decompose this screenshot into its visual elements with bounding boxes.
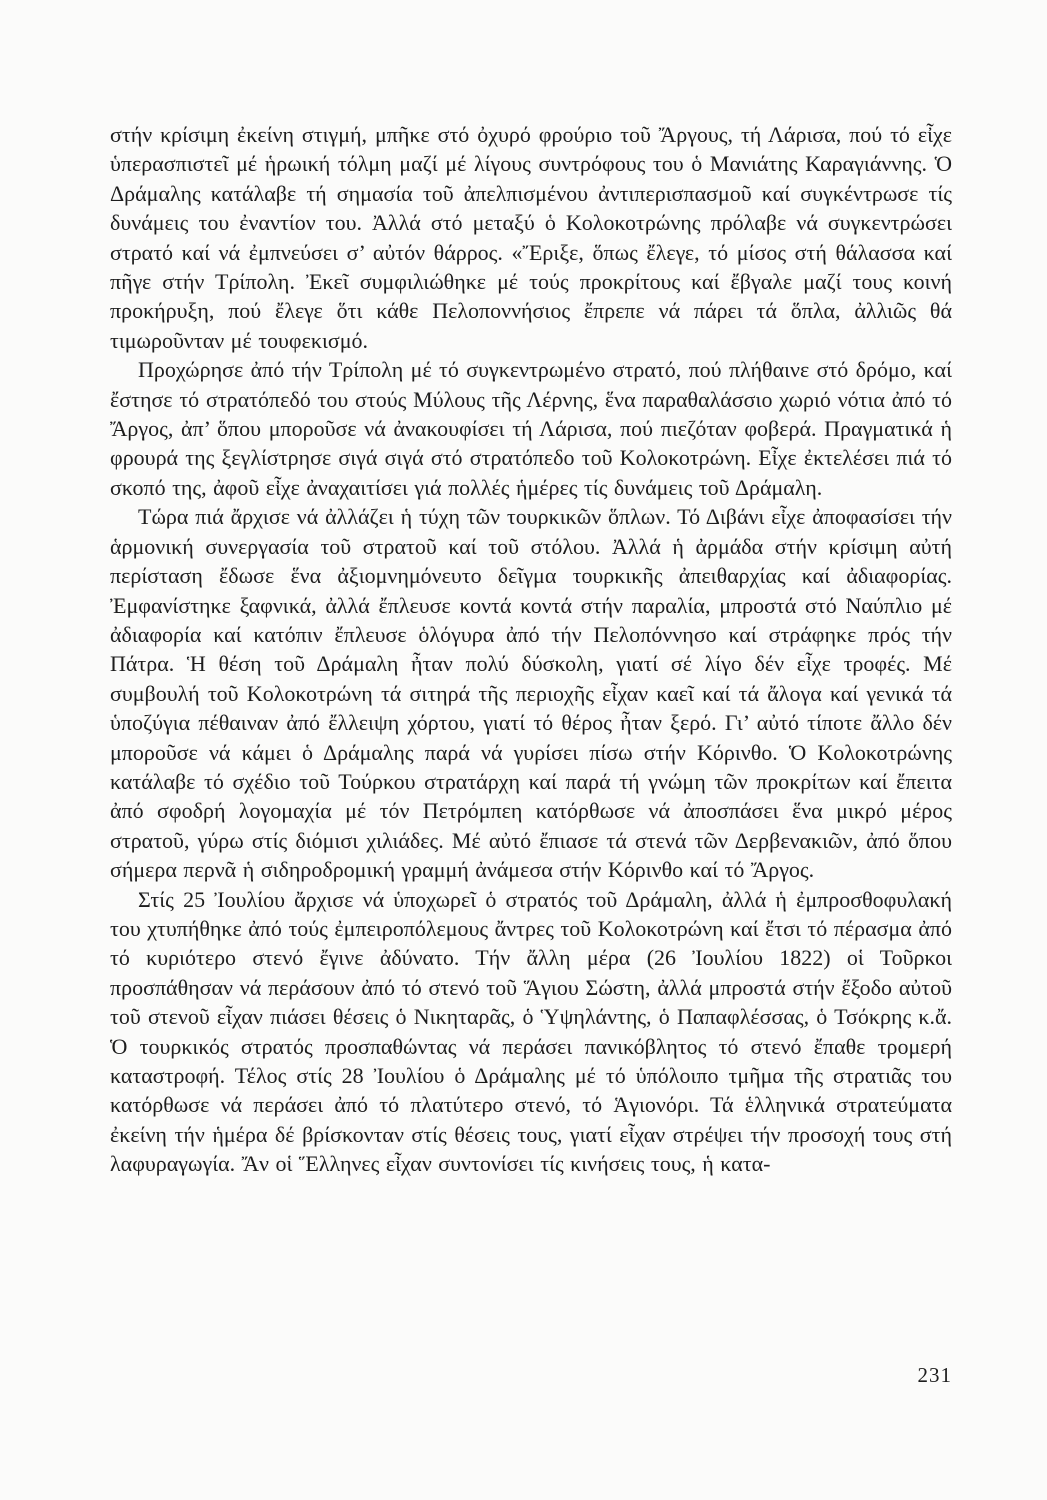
paragraph-4: Στίς 25 Ἰουλίου ἄρχισε νά ὑποχωρεῖ ὁ στρατός τοῦ Δράμαλη, ἀλλά ἡ ἐμπροσθοφυλακή του χτυπήθηκε ἀπό τούς ἐμπειροπόλεμους ἄντρες τοῦ Κολοκοτρώνη καί ἔτσι τό πέρασμα ἀπό τό κυριότερο στενό ἔγινε ἀδύνατο. Τήν ἄλλη μέρα (26 Ἰουλίου 1822) οἱ Τοῦρκοι προσπάθησαν νά περάσουν ἀπό τό στενό τοῦ Ἅγιου Σώστη, ἀλλά μπροστά στήν ἔξοδο αὐτοῦ τοῦ στενοῦ εἶχαν πιάσει θέσεις ὁ Νικηταρᾶς, ὁ Ὑψηλάντης, ὁ Παπαφλέσσας, ὁ Τσόκρης κ.ἄ. Ὁ τουρκικός στρατός προσπαθώντας νά περάσει πανικόβλητος τό στενό ἔπαθε τρομερή καταστροφή. Τέλος στίς 28 Ἰουλίου ὁ Δράμαλης μέ τό ὑπόλοιπο τμῆμα τῆς στρατιᾶς του κατόρθωσε νά περάσει ἀπό τό πλατύτερο στενό, τό Ἁγιονόρι. Τά ἑλληνικά στρατεύματα ἐκείνη τήν ἡμέρα δέ βρίσκονταν στίς θέσεις τους, γιατί εἶχαν στρέψει τήν προσοχή τους στή λαφυραγωγία. Ἄν οἱ Ἕλληνες εἶχαν συντονίσει τίς κινήσεις τους, ἡ κατα- (110, 886, 952, 1177)
page-number: 231 (917, 1363, 952, 1387)
paragraph-3: Τώρα πιά ἄρχισε νά ἀλλάζει ἡ τύχη τῶν τουρκικῶν ὅπλων. Τό Διβάνι εἶχε ἀποφασίσει τήν ἁρμονική συνεργασία τοῦ στρατοῦ καί τοῦ στόλου. Ἀλλά ἡ ἀρμάδα στήν κρίσιμη αὐτή περίσταση ἔδωσε ἕνα ἀξιομνημόνευτο δεῖγμα τουρκικῆς ἀπειθαρχίας καί ἀδιαφορίας. Ἐμφανίστηκε ξαφνικά, ἀλλά ἔπλευσε κοντά κοντά στήν παραλία, μπροστά στό Ναύπλιο μέ ἀδιαφορία καί κατόπιν ἔπλευσε ὁλόγυρα ἀπό τήν Πελοπόννησο καί στράφηκε πρός τήν Πάτρα. Ἡ θέση τοῦ Δράμαλη ἦταν πολύ δύσκολη, γιατί σέ λίγο δέν εἶχε τροφές. Μέ συμβουλή τοῦ Κολοκοτρώνη τά σιτηρά τῆς περιοχῆς εἶχαν καεῖ καί τά ἄλογα καί γενικά τά ὑποζύγια πέθαιναν ἀπό ἔλλειψη χόρτου, γιατί τό θέρος ἦταν ξερό. Γι’ αὐτό τίποτε ἄλλο δέν μποροῦσε νά κάμει ὁ Δράμαλης παρά νά γυρίσει πίσω στήν Κόρινθο. Ὁ Κολοκοτρώνης κατάλαβε τό σχέδιο τοῦ Τούρκου στρατάρχη καί παρά τή γνώμη τῶν προκρίτων καί ἔπειτα ἀπό σφοδρή λογομαχία μέ τόν Πετρόμπεη κατόρθωσε νά ἀποσπάσει ἕνα μικρό μέρος στρατοῦ, γύρω στίς διόμισι χιλιάδες. Μέ αὐτό ἔπιασε τά στενά τῶν Δερβενακιῶν, ἀπό ὅπου σήμερα περνᾶ ἡ σιδηροδρομική γραμμή ἀνάμεσα στήν Κόρινθο καί τό Ἄργος. (110, 504, 952, 883)
body-text (110, 120, 952, 1179)
paragraph-1: στήν κρίσιμη ἐκείνη στιγμή, μπῆκε στό ὀχυρό φρούριο τοῦ Ἄργους, τή Λάρισα, πού τό εἶχε ὑπερασπιστεῖ μέ ἡρωική τόλμη μαζί μέ λίγους συντρόφους του ὁ Μανιάτης Καραγιάννης. Ὁ Δράμαλης κατάλαβε τή σημασία τοῦ ἀπελπισμένου ἀντιπερισπασμοῦ καί συγκέντρωσε τίς δυνάμεις του ἐναντίον του. Ἀλλά στό μεταξύ ὁ Κολοκοτρώνης πρόλαβε νά συγκεντρώσει στρατό καί νά ἐμπνεύσει σ’ αὐτόν θάρρος. «Ἔριξε, ὅπως ἔλεγε, τό μίσος στή θάλασσα καί πῆγε στήν Τρίπολη. Ἐκεῖ συμφιλιώθηκε μέ τούς προκρίτους καί ἔβγαλε μαζί τους κοινή προκήρυξη, πού ἔλεγε ὅτι κάθε Πελοποννήσιος ἔπρεπε νά πάρει τά ὅπλα, ἀλλιῶς θά τιμωροῦνταν μέ τουφεκισμό. (110, 122, 952, 353)
paragraph-2: Προχώρησε ἀπό τήν Τρίπολη μέ τό συγκεντρωμένο στρατό, πού πλήθαινε στό δρόμο, καί ἔστησε τό στρατόπεδό του στούς Μύλους τῆς Λέρνης, ἕνα παραθαλάσσιο χωριό νότια ἀπό τό Ἄργος, ἀπ’ ὅπου μποροῦσε νά ἀνακουφίσει τή Λάρισα, πού πιεζόταν φοβερά. Πραγματικά ἡ φρουρά της ξεγλίστρησε σιγά σιγά στό στρατόπεδο τοῦ Κολοκοτρώνη. Εἶχε ἐκτελέσει πιά τό σκοπό της, ἀφοῦ εἶχε ἀναχαιτίσει γιά πολλές ἡμέρες τίς δυνάμεις τοῦ Δράμαλη. (110, 357, 952, 500)
